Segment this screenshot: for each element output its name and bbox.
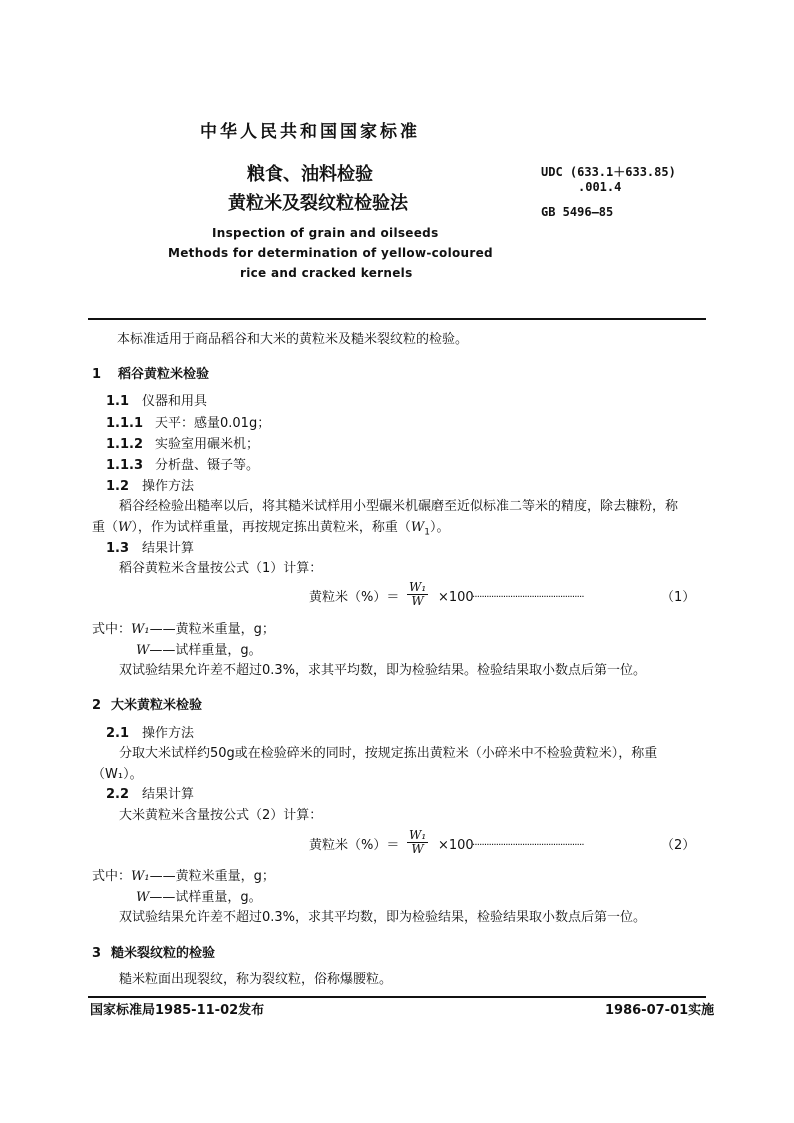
section-2-1-paragraph-line2: （W₁）。 [92,767,143,782]
section-1-2-paragraph-line1: 稻谷经检验出糙率以后，将其糙米试样用小型碾米机碾磨至近似标准二等米的精度，除去糠粉，称 [119,499,679,514]
section-1-1-number: 1.1 [106,394,130,409]
effective-date: 1986-07-01实施 [605,1003,715,1018]
doc-title-line2: 黄粒米及裂纹粒检验法 [228,193,408,214]
section-3-paragraph: 糙米粒面出现裂纹，称为裂纹粒，俗称爆腰粒。 [119,972,393,987]
section-1-2-paragraph-line2: 重（W），作为试样重量，再按规定拣出黄粒米，称重$(W_1)$。 [92,520,450,538]
section-1-2-title: 操作方法 [142,479,195,494]
item-1-1-1-text: 天平：感量0.01g； [155,416,271,431]
section-2-1-number: 2.1 [106,726,130,741]
section-1-3-title: 结果计算 [142,541,195,556]
formula-1-denominator: W [411,594,424,608]
section-1-number: 1 [92,367,102,382]
org-title: 中华人民共和国国家标准 [200,122,420,142]
section-1-3-number: 1.3 [106,541,130,556]
formula-2-leader-dots: ··············································· [472,840,584,851]
item-1-1-1-number: 1.1.1 [106,416,144,431]
formula-2-rhs: ×100 [438,838,474,853]
section-2-number: 2 [92,698,102,713]
doc-title-line1: 粮食、油料检验 [247,164,373,185]
item-1-1-2-text: 实验室用碾米机； [155,437,260,452]
formula-1-numerator: W₁ [409,580,427,594]
english-title-line1: Inspection of grain and oilseeds [212,226,439,240]
section-1-title: 稻谷黄粒米检验 [118,367,210,382]
legend-1-w: W——试样重量，g。 [136,643,262,658]
header-divider [88,318,706,320]
section-1-tolerance: 双试验结果允许差不超过0.3%，求其平均数，即为检验结果。检验结果取小数点后第一位。 [119,663,647,678]
section-3-number: 3 [92,946,102,961]
legend-2-w1: 式中：W₁——黄粒米重量，g； [92,869,275,884]
section-1-1-title: 仪器和用具 [142,394,208,409]
formula-2-numerator: W₁ [409,828,427,842]
item-1-1-3-text: 分析盘、镊子等。 [155,458,260,473]
gb-number: GB 5496—85 [541,205,614,219]
udc-code-cont: .001.4 [578,180,622,194]
formula-1-number: （1） [661,590,696,605]
section-1-2-number: 1.2 [106,479,130,494]
section-2-1-paragraph-line1: 分取大米试样约50g或在检验碎米的同时，按规定拣出黄粒米（小碎米中不检验黄粒米），称重 [119,746,658,761]
formula-1-leader-dots: ··············································· [472,592,584,603]
item-1-1-3-number: 1.1.3 [106,458,144,473]
formula-2-denominator: W [411,842,424,856]
english-title-line3: rice and cracked kernels [240,266,413,280]
section-2-2-title: 结果计算 [142,787,195,802]
intro-paragraph: 本标准适用于商品稻谷和大米的黄粒米及糙米裂纹粒的检验。 [117,332,469,347]
section-2-tolerance: 双试验结果允许差不超过0.3%，求其平均数，即为检验结果，检验结果取小数点后第一位。 [119,910,647,925]
item-1-1-2-number: 1.1.2 [106,437,144,452]
section-1-3-intro: 稻谷黄粒米含量按公式（1）计算： [119,561,323,576]
section-3-title: 糙米裂纹粒的检验 [111,946,216,961]
section-2-2-number: 2.2 [106,787,130,802]
formula-2-fraction [407,829,428,856]
udc-code: UDC (633.1＋633.85) [541,165,676,179]
footer-divider [88,996,706,998]
formula-2-number: （2） [661,838,696,853]
section-2-title: 大米黄粒米检验 [111,698,203,713]
issue-date: 国家标准局1985-11-02发布 [90,1003,265,1018]
formula-2-lhs: 黄粒米（%）＝ [309,838,400,853]
formula-1-fraction [407,581,428,608]
english-title-line2: Methods for determination of yellow-coloured [168,246,493,260]
formula-1-lhs: 黄粒米（%）＝ [309,590,400,605]
section-2-2-intro: 大米黄粒米含量按公式（2）计算： [119,808,323,823]
section-2-1-title: 操作方法 [142,726,195,741]
legend-2-w: W——试样重量，g。 [136,890,262,905]
legend-1-w1: 式中：W₁——黄粒米重量，g； [92,622,275,637]
formula-1-rhs: ×100 [438,590,474,605]
